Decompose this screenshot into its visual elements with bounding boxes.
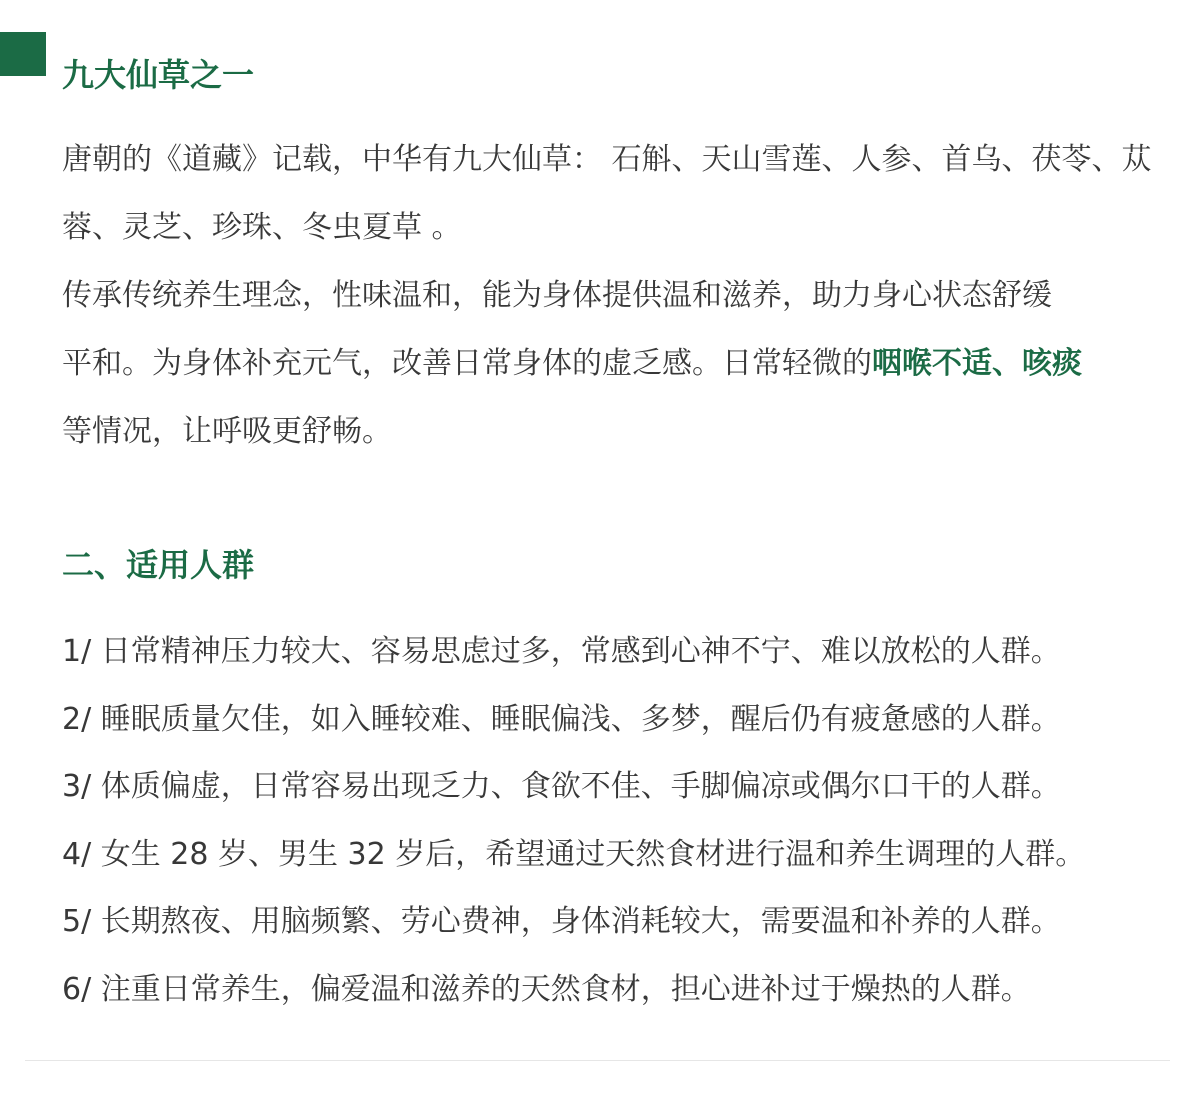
intro-line: 蓉、灵芝、珍珠、冬虫夏草 。 (62, 210, 462, 245)
highlight-text: 咽喉不适、咳痰 (872, 346, 1082, 381)
list-item: 1/ 日常精神压力较大、容易思虑过多，常感到心神不宁、难以放松的人群。 (62, 634, 1061, 669)
list-item: 5/ 长期熬夜、用脑频繁、劳心费神，身体消耗较大，需要温和补养的人群。 (62, 904, 1061, 940)
section-title-herbs: 九大仙草之一 (62, 56, 255, 94)
list-item: 4/ 女生 28 岁、男生 32 岁后，希望通过天然食材进行温和养生调理的人群。 (62, 836, 1086, 872)
list-item: 3/ 体质偏虚，日常容易出现乏力、食欲不佳、手脚偏凉或偶尔口干的人群。 (62, 769, 1061, 805)
intro-line: 传承传统养生理念，性味温和，能为身体提供温和滋养，助力身心状态舒缓 (62, 278, 1052, 313)
intro-line (62, 330, 1152, 398)
intro-paragraph (62, 126, 1152, 466)
divider (25, 1060, 1170, 1061)
intro-line: 唐朝的《道藏》记载，中华有九大仙草： 石斛、天山雪莲、人参、首乌、茯苓、苁 (62, 142, 1152, 177)
intro-line: 等情况，让呼吸更舒畅。 (62, 414, 392, 449)
intro-line-text: 平和。为身体补充元气，改善日常身体的虚乏感。日常轻微的 (62, 346, 872, 381)
audience-list (62, 618, 1085, 1024)
accent-block (0, 32, 46, 76)
list-item: 6/ 注重日常养生，偏爱温和滋养的天然食材，担心进补过于燥热的人群。 (62, 971, 1031, 1007)
list-item: 2/ 睡眠质量欠佳，如入睡较难、睡眠偏浅、多梦，醒后仍有疲惫感的人群。 (62, 701, 1061, 737)
section-title-audience: 二、适用人群 (62, 546, 255, 584)
